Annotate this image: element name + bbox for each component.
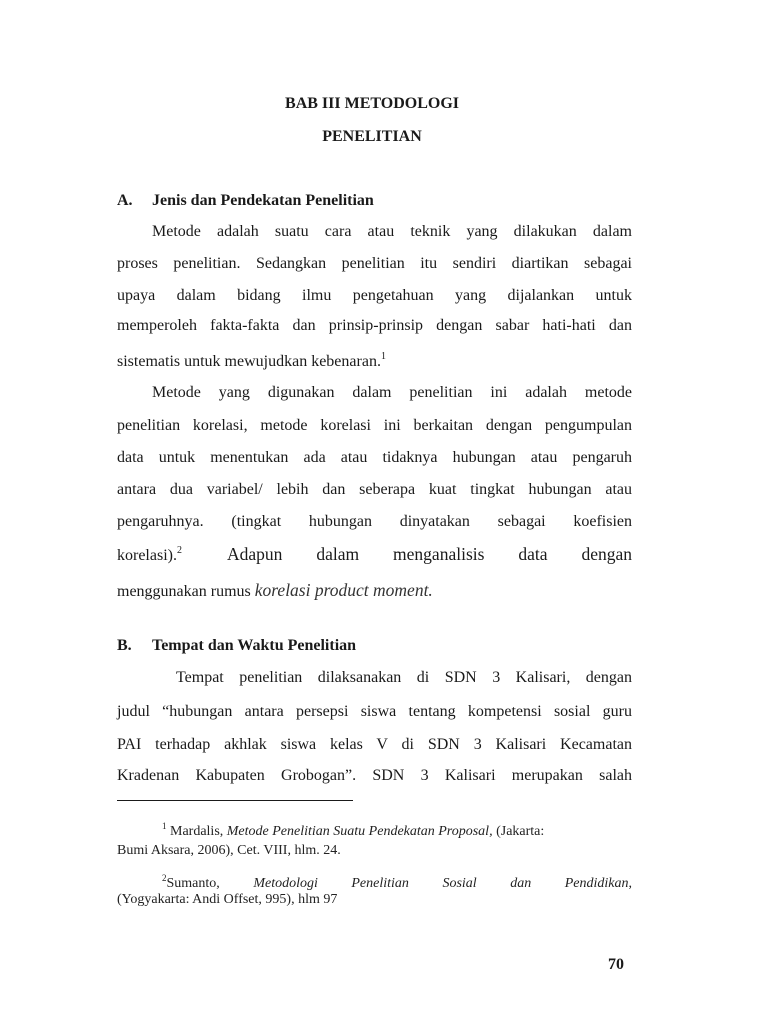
paragraph-line: Metode yang digunakan dalam penelitian ini adalah metode [152, 384, 632, 401]
footnote-separator [117, 800, 353, 801]
paragraph-line: judul “hubungan antara persepsi siswa tentang kompetensi sosial guru [117, 703, 632, 720]
footnote-1 [162, 821, 632, 840]
section-b-number: B. [117, 637, 132, 654]
paragraph-line: Kradenan Kabupaten Grobogan”. SDN 3 Kalisari merupakan salah [117, 767, 632, 784]
paragraph-text: sistematis untuk mewujudkan kebenaran. [117, 353, 381, 370]
paragraph-line: penelitian korelasi, metode korelasi ini berkaitan dengan pengumpulan [117, 417, 632, 434]
paragraph-line: antara dua variabel/ lebih dan seberapa kuat tingkat hubungan atau [117, 481, 632, 498]
chapter-title: BAB III METODOLOGI [285, 95, 459, 112]
section-b-heading [117, 637, 356, 655]
paragraph-line: Tempat penelitian dilaksanakan di SDN 3 Kalisari, dengan [176, 669, 632, 686]
paragraph-line: data untuk menentukan ada atau tidaknya hubungan atau pengaruh [117, 449, 632, 466]
paragraph-line [117, 545, 632, 565]
paragraph-line: pengaruhnya. (tingkat hubungan dinyatakan sebagai koefisien [117, 513, 632, 530]
italic-term: korelasi product moment. [254, 580, 433, 600]
section-a-number: A. [117, 192, 133, 209]
paragraph-text: Adapun dalam menganalisis data dengan [227, 544, 632, 564]
footnote-author: Sumanto, [166, 876, 254, 891]
section-a-title: Jenis dan Pendekatan Penelitian [152, 192, 374, 209]
section-b-title: Tempat dan Waktu Penelitian [152, 637, 357, 654]
paragraph-line: PAI terhadap akhlak siswa kelas V di SDN 3 Kalisari Kecamatan [117, 736, 632, 753]
paragraph-line: proses penelitian. Sedangkan penelitian itu sendiri diartikan sebagai [117, 255, 632, 272]
footnote-2-line2: (Yogyakarta: Andi Offset, 995), hlm 97 [117, 892, 338, 907]
paragraph-line [117, 351, 632, 371]
footnote-1-line2: Bumi Aksara, 2006), Cet. VIII, hlm. 24. [117, 843, 341, 858]
footnote-punct: , [628, 876, 632, 891]
footnote-publisher: (Jakarta: [492, 824, 545, 839]
footnote-title: Metode Penelitian Suatu Pendekatan Proposal, [226, 824, 493, 839]
footnote-title: Metodologi Penelitian Sosial dan Pendidikan [253, 876, 629, 891]
paragraph-text: menggunakan rumus [117, 583, 255, 600]
section-a-heading [117, 192, 374, 210]
paragraph-line: upaya dalam bidang ilmu pengetahuan yang dijalankan untuk [117, 287, 632, 304]
footnote-ref-2: 2 [176, 545, 182, 556]
footnote-number: 2 [162, 873, 167, 883]
paragraph-text: korelasi). [117, 547, 177, 564]
paragraph-line [117, 580, 632, 601]
footnote-author: Mardalis, [166, 824, 227, 839]
page-number: 70 [608, 956, 624, 973]
paragraph-line: Metode adalah suatu cara atau teknik yang dilakukan dalam [152, 223, 632, 240]
paragraph-line: memperoleh fakta-fakta dan prinsip-prinsip dengan sabar hati-hati dan [117, 317, 632, 334]
footnote-number: 1 [162, 821, 167, 831]
chapter-subtitle: PENELITIAN [322, 128, 422, 145]
footnote-2 [162, 873, 632, 892]
footnote-ref-1: 1 [380, 351, 386, 362]
